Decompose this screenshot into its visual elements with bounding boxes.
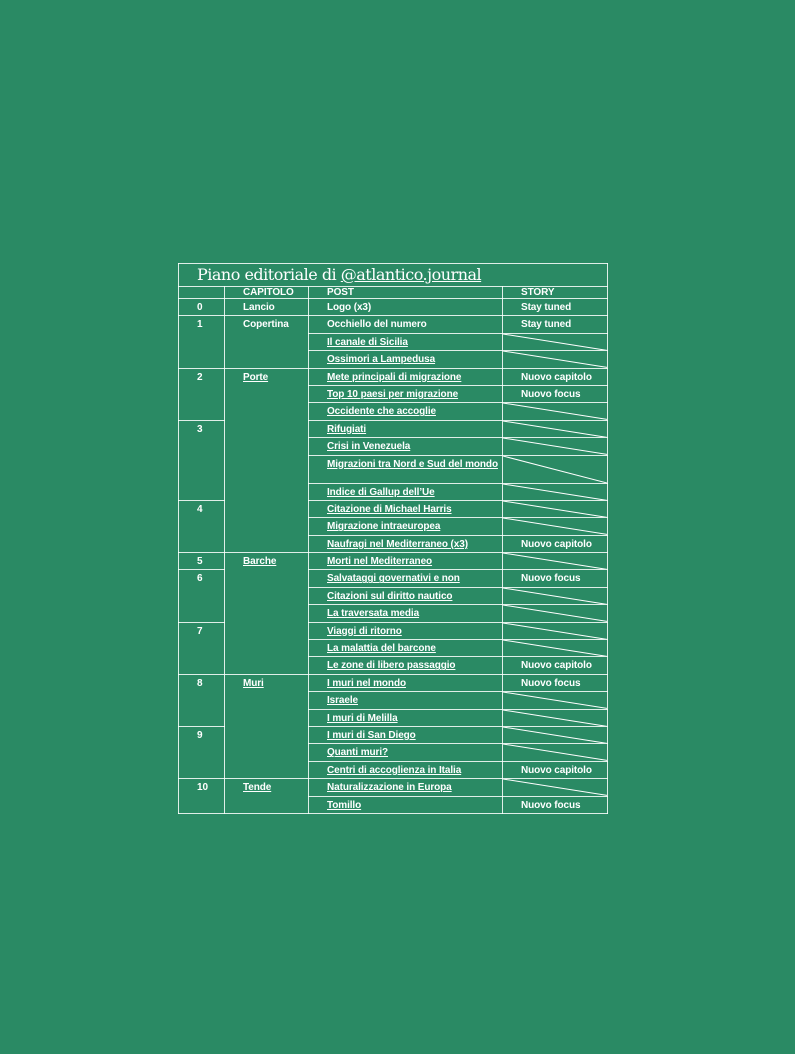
story-cell-empty (503, 587, 608, 604)
chapter-cell (225, 779, 309, 814)
post-cell (309, 744, 503, 761)
post-link[interactable]: Le zone di libero passaggio (327, 660, 456, 672)
post-cell (309, 622, 503, 639)
chapter-number: 8 (197, 677, 203, 689)
post-link[interactable]: Centri di accoglienza in Italia (327, 764, 462, 776)
empty-slash-mark (503, 438, 607, 454)
post-link[interactable]: Naturalizzazione in Europa (327, 782, 452, 794)
post-cell (309, 500, 503, 517)
story-label: Nuovo capitolo (521, 371, 592, 383)
chapter-number: 10 (197, 782, 208, 794)
post-link[interactable]: Occidente che accoglie (327, 406, 436, 418)
story-cell (503, 316, 608, 333)
story-cell (503, 535, 608, 552)
story-cell (503, 570, 608, 587)
empty-slash-mark (503, 779, 607, 795)
post-link[interactable]: Tomillo (327, 799, 362, 811)
empty-slash-mark (503, 334, 607, 350)
post-cell (309, 605, 503, 622)
chapter-number-cell (179, 316, 225, 368)
empty-slash-mark (503, 484, 607, 500)
empty-slash-mark (503, 692, 607, 708)
story-cell-empty (503, 500, 608, 517)
post-link[interactable]: Mete principali di migrazione (327, 371, 462, 383)
story-cell-empty (503, 518, 608, 535)
chapter-number-cell (179, 622, 225, 674)
post-cell (309, 761, 503, 778)
chapter-link[interactable]: Barche (243, 556, 277, 568)
post-label: Occhiello del numero (327, 319, 427, 331)
chapter-number-cell (179, 553, 225, 570)
editorial-plan-table (178, 263, 608, 814)
post-cell (309, 299, 503, 316)
story-label: Nuovo capitolo (521, 660, 592, 672)
post-link[interactable]: Salvataggi governativi e non (327, 573, 460, 585)
chapter-cell (225, 674, 309, 778)
story-cell-empty (503, 403, 608, 420)
post-cell (309, 420, 503, 437)
story-cell-empty (503, 622, 608, 639)
empty-slash-mark (503, 403, 607, 419)
chapter-number: 2 (197, 371, 203, 383)
story-label: Nuovo capitolo (521, 538, 592, 550)
post-cell (309, 368, 503, 385)
post-cell (309, 333, 503, 350)
empty-slash-mark (503, 744, 607, 760)
story-label: Nuovo focus (521, 799, 581, 811)
table-row (179, 299, 608, 316)
story-cell-empty (503, 553, 608, 570)
empty-slash-mark (503, 553, 607, 569)
post-cell (309, 570, 503, 587)
chapter-number: 9 (197, 729, 203, 741)
page-title (179, 264, 608, 287)
header-story: STORY (503, 287, 608, 299)
empty-slash-mark (503, 518, 607, 534)
post-cell (309, 674, 503, 691)
empty-slash-mark (503, 727, 607, 743)
story-label: Nuovo focus (521, 573, 581, 585)
empty-slash-mark (503, 640, 607, 656)
chapter-number-cell (179, 726, 225, 778)
story-cell-empty (503, 605, 608, 622)
post-link[interactable]: Rifugiati (327, 423, 367, 435)
post-link[interactable]: Viaggi di ritorno (327, 625, 402, 637)
post-cell (309, 640, 503, 657)
chapter-number-cell (179, 570, 225, 622)
chapter-number-cell (179, 500, 225, 552)
post-link[interactable]: Top 10 paesi per migrazione (327, 388, 459, 400)
story-label: Nuovo focus (521, 677, 581, 689)
chapter-number-cell (179, 420, 225, 500)
empty-slash-mark (503, 456, 607, 483)
post-link[interactable]: Indice di Gallup dell’Ue (327, 486, 435, 498)
table-row (179, 553, 608, 570)
story-cell (503, 368, 608, 385)
post-cell (309, 518, 503, 535)
chapter-link[interactable]: Tende (243, 782, 272, 794)
story-cell-empty (503, 438, 608, 455)
table-row (179, 674, 608, 691)
post-link[interactable]: Naufragi nel Mediterraneo (x3) (327, 538, 468, 550)
header-post: POST (309, 287, 503, 299)
story-cell-empty (503, 709, 608, 726)
chapter-link[interactable]: Muri (243, 677, 264, 689)
story-cell-empty (503, 640, 608, 657)
chapter-number: 0 (197, 302, 203, 313)
post-link[interactable]: Crisi in Venezuela (327, 441, 411, 453)
post-cell (309, 587, 503, 604)
post-cell (309, 535, 503, 552)
table-row (179, 779, 608, 796)
post-link[interactable]: Citazioni sul diritto nautico (327, 590, 453, 602)
post-cell (309, 553, 503, 570)
post-link[interactable]: I muri di San Diego (327, 729, 416, 741)
chapter-number: 7 (197, 625, 203, 637)
post-cell (309, 351, 503, 368)
chapter-number: 4 (197, 503, 203, 515)
story-cell-empty (503, 779, 608, 796)
chapter-cell (225, 553, 309, 675)
chapter-number-cell (179, 368, 225, 420)
chapter-number: 5 (197, 556, 203, 568)
plan-rows (179, 299, 608, 814)
story-cell-empty (503, 420, 608, 437)
chapter-cell (225, 368, 309, 553)
story-label: Nuovo focus (521, 388, 581, 400)
post-cell (309, 385, 503, 402)
account-handle-link[interactable]: @atlantico.journal (340, 265, 482, 284)
table-row (179, 368, 608, 385)
header-chapter: CAPITOLO (225, 287, 309, 299)
story-cell-empty (503, 333, 608, 350)
post-cell (309, 709, 503, 726)
story-cell (503, 385, 608, 402)
chapter-cell (225, 316, 309, 368)
post-link[interactable]: Migrazione intraeuropea (327, 521, 441, 533)
chapter-label: Copertina (243, 319, 289, 331)
post-link[interactable]: Il canale di Sicilia (327, 336, 408, 348)
post-link[interactable]: I muri nel mondo (327, 677, 406, 689)
chapter-number-cell (179, 299, 225, 316)
post-cell (309, 726, 503, 743)
chapter-link[interactable]: Porte (243, 371, 269, 383)
empty-slash-mark (503, 623, 607, 639)
post-link[interactable]: Quanti muri? (327, 747, 389, 759)
post-link[interactable]: I muri di Melilla (327, 712, 398, 724)
chapter-number: 3 (197, 423, 203, 435)
empty-slash-mark (503, 421, 607, 437)
chapter-number: 1 (197, 319, 203, 331)
post-cell (309, 455, 503, 483)
story-label: Nuovo capitolo (521, 764, 592, 776)
empty-slash-mark (503, 588, 607, 604)
post-label: Logo (x3) (327, 302, 372, 313)
post-cell (309, 403, 503, 420)
post-link[interactable]: La malattia del barcone (327, 643, 436, 655)
story-cell-empty (503, 726, 608, 743)
empty-slash-mark (503, 605, 607, 621)
empty-slash-mark (503, 501, 607, 517)
post-link[interactable]: Morti nel Mediterraneo (327, 556, 433, 568)
post-link[interactable]: La traversata media (327, 608, 420, 620)
chapter-number-cell (179, 674, 225, 726)
post-cell (309, 316, 503, 333)
post-link[interactable]: Israele (327, 695, 358, 707)
story-cell-empty (503, 483, 608, 500)
story-cell (503, 674, 608, 691)
post-link[interactable]: Ossimori a Lampedusa (327, 354, 436, 366)
story-label: Stay tuned (521, 302, 572, 313)
story-cell (503, 761, 608, 778)
empty-slash-mark (503, 351, 607, 367)
story-cell (503, 299, 608, 316)
story-cell-empty (503, 692, 608, 709)
post-cell (309, 796, 503, 813)
empty-slash-mark (503, 710, 607, 726)
chapter-cell (225, 299, 309, 316)
story-cell-empty (503, 455, 608, 483)
post-cell (309, 692, 503, 709)
table-row (179, 316, 608, 333)
chapter-number-cell (179, 779, 225, 814)
chapter-label: Lancio (243, 302, 275, 313)
story-cell (503, 796, 608, 813)
header-number (179, 287, 225, 299)
story-cell (503, 657, 608, 674)
title-prefix: Piano editoriale di (197, 265, 337, 284)
story-label: Stay tuned (521, 319, 572, 331)
post-cell (309, 657, 503, 674)
story-cell-empty (503, 744, 608, 761)
chapter-number: 6 (197, 573, 203, 585)
post-link[interactable]: Migrazioni tra Nord e Sud del mondo (327, 458, 498, 470)
post-cell (309, 483, 503, 500)
story-cell-empty (503, 351, 608, 368)
post-cell (309, 779, 503, 796)
post-link[interactable]: Citazione di Michael Harris (327, 503, 452, 515)
post-cell (309, 438, 503, 455)
